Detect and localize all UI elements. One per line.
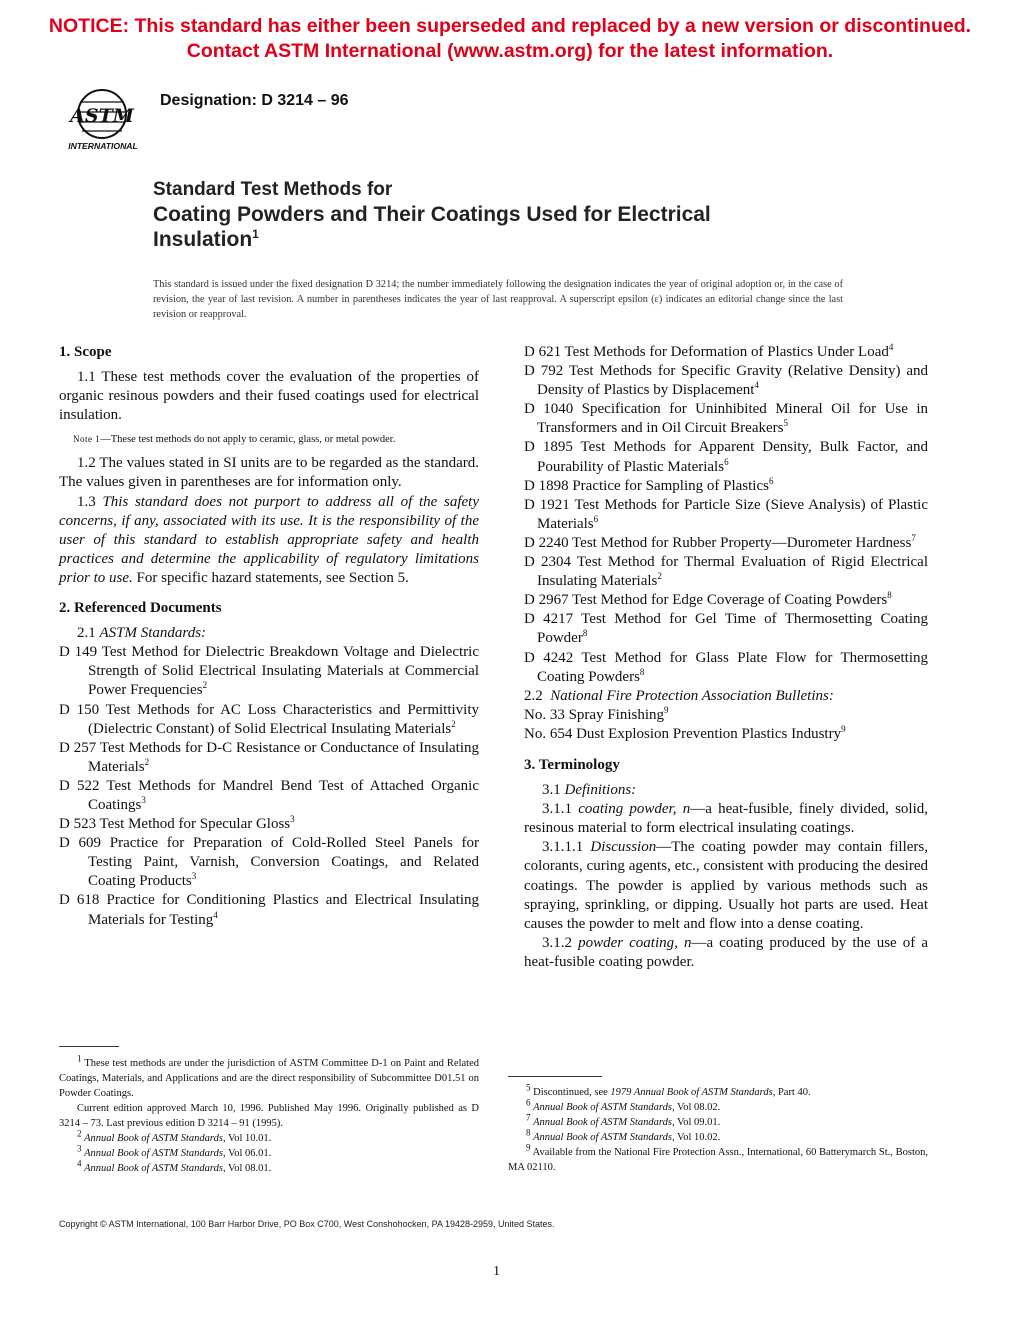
reference-footnote-mark: 8 [887,590,892,601]
reference-footnote-mark: 2 [451,718,456,729]
section-heading-referenced: 2. Referenced Documents [59,600,222,617]
reference-text: D 2967 Test Method for Edge Coverage of Coating Powders [524,592,888,609]
reference-item [524,438,928,476]
reference-text: D 1040 Specification for Uninhibited Mineral Oil for Use in Transformers and in Oil Circuit Breakers [524,401,928,437]
reference-item [524,477,928,496]
reference-footnote-mark: 2 [144,756,150,767]
note-label: Note 1 [73,434,101,445]
footnote-9: $^9$ Available from the National Fire Protection Assn., International, 60 Batterymarch St., Boston, MA 02110. [508,1142,928,1173]
footnote-rule-right [508,1076,602,1077]
reference-footnote-mark: 6 [724,456,729,467]
reference-text: D 1921 Test Methods for Particle Size (Sieve Analysis) of Plastic Materials [524,496,928,532]
reference-footnote-mark: 9 [841,723,846,734]
reference-footnote-mark: 2 [202,680,208,691]
reference-text: D 150 Test Methods for AC Loss Characteristics and Permittivity (Dielectric Constant) of Solid Electrical Insulating Materials [59,701,479,737]
reference-text: D 621 Test Methods for Deformation of Plastics Under Load [524,344,889,360]
logo-text: ASTM [70,105,134,127]
title-line-1: Standard Test Methods for [153,179,393,200]
reference-text: D 618 Practice for Conditioning Plastics and Electrical Insulating Materials for Testing [59,892,479,928]
reference-item [59,815,479,834]
reference-item [524,725,928,744]
reference-footnote-mark: 3 [141,794,146,805]
reference-text: No. 33 Spray Finishing [524,706,665,723]
nfpa-subheading: 2.2 National Fire Protection Association Bulletins: [524,687,834,704]
reference-footnote-mark: 5 [783,418,788,429]
reference-list-left [59,643,479,929]
reference-item [524,343,928,362]
definition-powder-coating: 3.1.2 powder coating, n—a coating produced by the use of a heat-fusible coating powder. [524,934,929,970]
definitions-subheading: 3.1 Definitions: [542,782,637,799]
footnote-1-edition: Current edition approved March 10, 1996. Published May 1996. Originally published as D 3214 – 73. Last previous edition D 3214 – 91 (1995). [59,1103,479,1129]
reference-item [59,777,479,815]
reference-footnote-mark: 9 [664,704,669,715]
astm-standards-subheading: 2.1 ASTM Standards: [77,625,207,642]
reference-item [524,496,928,534]
reference-footnote-mark: 8 [639,666,645,677]
reference-footnote-mark: 2 [657,571,662,582]
footnote-1: $^1$ These test methods are under the jurisdiction of ASTM Committee D-1 on Paint and Related Coatings, Materials, and Applications and are the direct responsibility of Subcommittee D01.51 on Powder Coatings. [59,1053,479,1099]
reference-item [59,739,479,777]
right-column [524,343,928,972]
reference-text: D 522 Test Methods for Mandrel Bend Test of Attached Organic Coatings [59,777,479,813]
reference-text: D 609 Practice for Preparation of Cold-Rolled Steel Panels for Testing Paint, Varnish, Conversion Coatings, and Related Coating Products [59,835,479,890]
reference-text: D 4242 Test Method for Glass Plate Flow for Thermosetting Coating Powders [524,649,928,685]
section-heading-terminology: 3. Terminology [524,756,620,773]
reference-item [524,362,928,400]
reference-item [524,534,928,553]
reference-item [524,649,928,687]
reference-item [524,706,928,725]
reference-item [524,553,928,591]
issue-statement: This standard is issued under the fixed designation D 3214; the number immediately following the designation indicates the year of original adoption or, in the case of revision, the year of last revision. A number in parentheses indicates the year of last reapproval. A superscript epsilon (ε) indicates an editorial change since the last revision or reapproval. [153,279,843,320]
designation: Designation: D 3214 – 96 [160,92,349,109]
reference-text: D 257 Test Methods for D-C Resistance or Conductance of Insulating Materials [59,739,479,775]
reference-text: D 523 Test Method for Specular Gloss [59,816,291,833]
reference-item [524,610,928,648]
reference-footnote-mark: 7 [911,532,916,543]
reference-footnote-mark: 4 [213,909,218,920]
document-title [153,178,853,252]
footnotes-left [59,1053,479,1176]
reference-item [59,701,479,739]
notice-line-1: NOTICE: This standard has either been superseded and replaced by a new version or discontinued. [48,15,972,37]
footnote-3: $^3$ Annual Book of ASTM Standards, Vol 06.01. [77,1143,272,1159]
note-text: —These test methods do not apply to ceramic, glass, or metal powder. [100,434,396,446]
note-1 [59,432,479,447]
reference-footnote-mark: 3 [290,814,295,825]
reference-list-right [524,343,928,687]
footnote-8: $^8$ Annual Book of ASTM Standards, Vol 10.02. [526,1127,721,1143]
reference-item [524,591,928,610]
footnote-5: $^5$ Discontinued, see 1979 Annual Book of ASTM Standards, Part 40. [526,1082,811,1098]
reference-footnote-mark: 3 [191,871,197,882]
reference-footnote-mark: 4 [888,342,894,352]
left-column [59,343,479,930]
reference-text: D 4217 Test Method for Gel Time of Thermosetting Coating Powder [524,611,928,647]
reference-text: D 149 Test Method for Dielectric Breakdown Voltage and Dielectric Strength of Solid Electrical Insulating Materials at Commercial Power Frequencies [59,644,479,699]
definition-discussion: 3.1.1.1 Discussion—The coating powder may contain fillers, colorants, curing agents, etc., consistent with producing the desired coatings. The powder is applied by various methods such as spraying, sprinkling, or dipping. Usually hot parts are used. Heat causes the powder to melt and flow into a dense coating. [524,839,929,932]
footnote-2: $^2$ Annual Book of ASTM Standards, Vol 10.01. [77,1128,272,1144]
supersession-notice [0,14,1020,64]
reference-footnote-mark: 6 [768,475,774,486]
footnote-4: $^4$ Annual Book of ASTM Standards, Vol 08.01. [77,1158,272,1174]
scope-paragraph-3: 1.3 This standard does not purport to address all of the safety concerns, if any, associated with its use. It is the responsibility of the user of this standard to establish appropriate safety and health practices and determine the applicability of regulatory limitations prior to use. For specific hazard statements, see Section 5. [59,493,480,586]
astm-logo [62,86,144,154]
reference-text: D 2304 Test Method for Thermal Evaluation of Rigid Electrical Insulating Materials [524,554,928,590]
reference-text: D 1898 Practice for Sampling of Plastics [524,477,769,494]
reference-footnote-mark: 6 [593,513,599,524]
reference-item [59,834,479,891]
page-number: 1 [493,1264,500,1279]
copyright-line: Copyright © ASTM International, 100 Barr Harbor Drive, PO Box C700, West Conshohocken, PA 19428-2959, United States. [59,1219,555,1229]
scope-paragraph-2: 1.2 The values stated in SI units are to be regarded as the standard. The values given in parentheses are for information only. [59,455,479,491]
footnote-rule-left [59,1046,119,1047]
scope-paragraph-1: 1.1 These test methods cover the evaluation of the properties of organic resinous powders and their fused coatings used for electrical insulation. [59,369,479,424]
section-heading-scope: 1. Scope [59,344,112,360]
reference-text: D 1895 Test Methods for Apparent Density, Bulk Factor, and Pourability of Plastic Materials [524,439,928,475]
reference-text: D 792 Test Methods for Specific Gravity (Relative Density) and Density of Plastics by Displacement [524,363,928,399]
nfpa-list [524,706,928,744]
reference-item [59,891,479,929]
footnotes-right [508,1082,928,1175]
footnote-7: $^7$ Annual Book of ASTM Standards, Vol 09.01. [526,1112,721,1128]
reference-footnote-mark: 4 [754,380,759,391]
definition-coating-powder: 3.1.1 coating powder, n—a heat-fusible, finely divided, solid, resinous material to form electrical insulating coatings. [524,801,928,837]
title-footnote-mark: 1 [252,227,259,241]
reference-item [524,400,928,438]
safety-caveat: This standard does not purport to address all of the safety concerns, if any, associated with its use. It is the responsibility of the user of this standard to establish appropriate safety and health practices and determine the applicability of regulatory limitations prior to use. [59,493,480,586]
footnote-6: $^6$ Annual Book of ASTM Standards, Vol 08.02. [526,1097,721,1113]
reference-text: No. 654 Dust Explosion Prevention Plastics Industry [524,725,842,742]
notice-line-2: Contact ASTM International (www.astm.org) for the latest information. [186,40,834,62]
logo-subtext: INTERNATIONAL [68,141,138,151]
reference-item [59,643,479,700]
title-line-2: Coating Powders and Their Coatings Used for Electrical [153,203,711,226]
reference-text: D 2240 Test Method for Rubber Property—Durometer Hardness [524,534,912,551]
title-line-3: Insulation [153,228,253,251]
reference-footnote-mark: 8 [582,628,588,639]
